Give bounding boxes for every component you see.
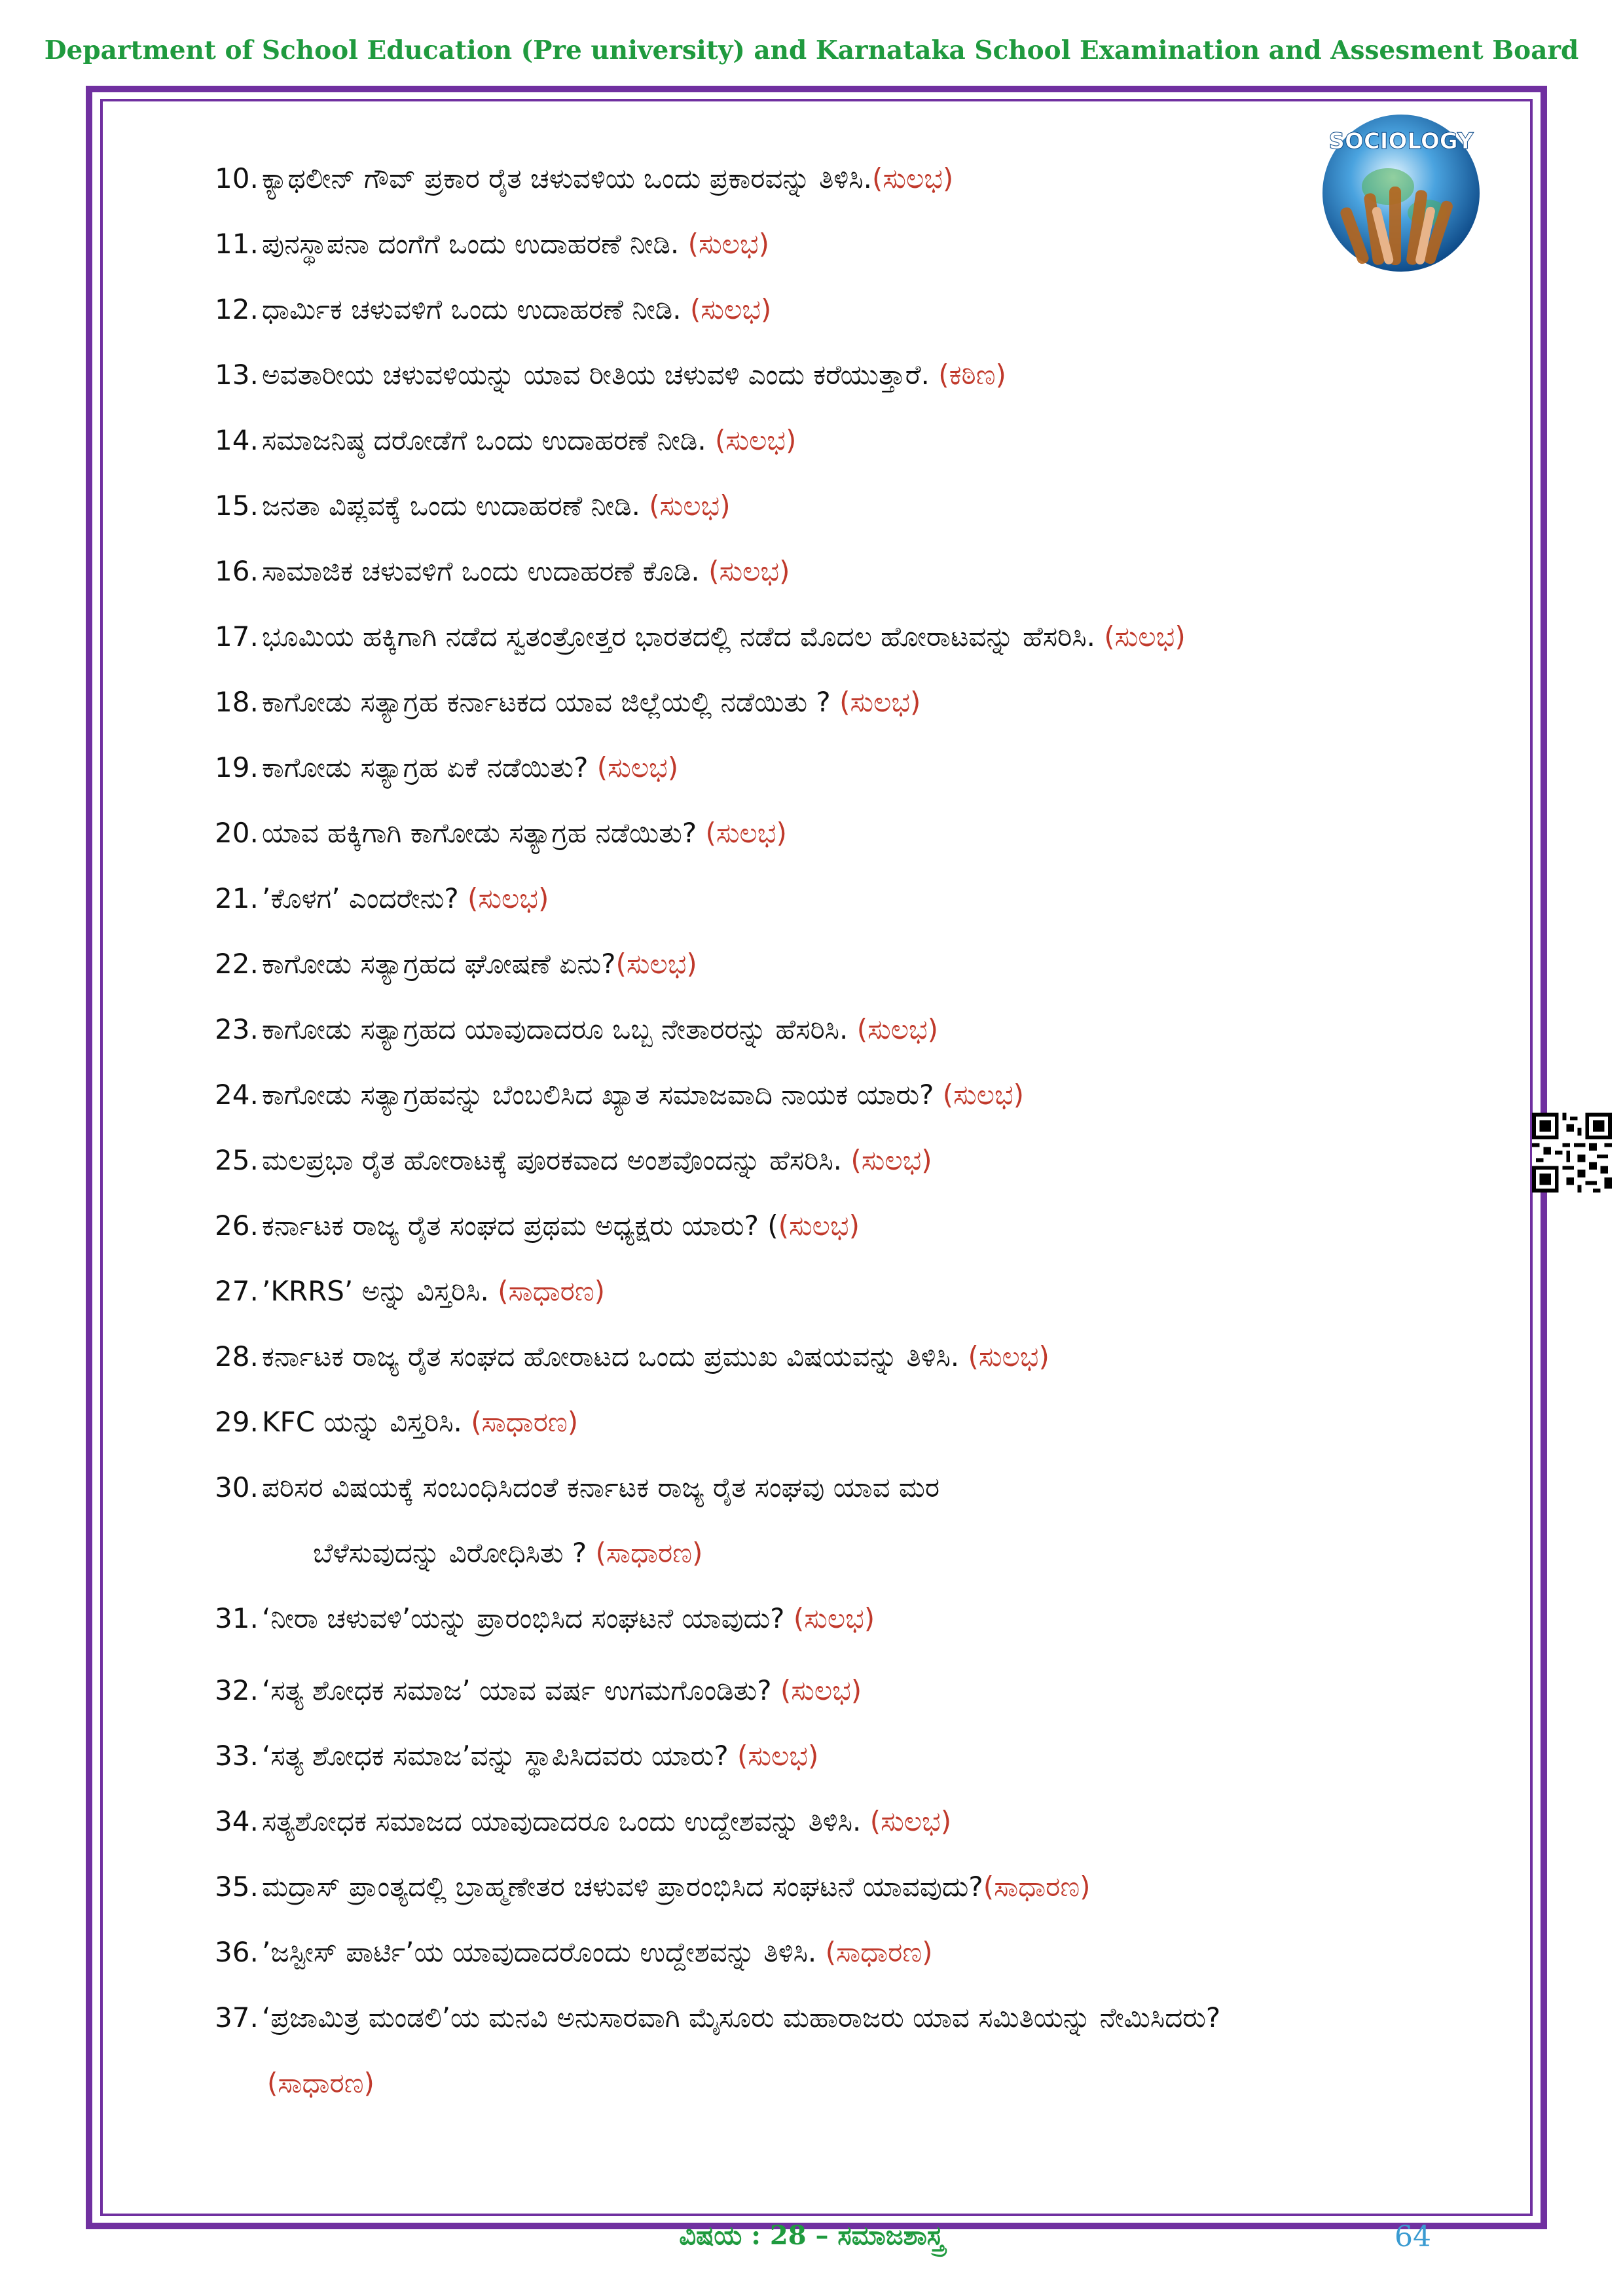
difficulty-tag: (ಸುಲಭ): [689, 293, 772, 325]
question-number: 29.: [215, 1406, 259, 1438]
question-item: [215, 2000, 1511, 2102]
question-item: [215, 1803, 1511, 1840]
question-item: [215, 946, 1511, 982]
page-header: Department of School Education (Pre university) and Karnataka School Examination and Assesment Board: [44, 35, 1579, 65]
question-item: [215, 1672, 1511, 1709]
question-item: [215, 226, 1511, 262]
difficulty-tag: (ಸುಲಭ): [780, 1674, 862, 1706]
question-text: ಕಾಗೋಡು ಸತ್ಯಾಗ್ರಹದ ಘೋಷಣೆ ಏನು?: [262, 948, 616, 980]
question-number: 24.: [215, 1079, 259, 1111]
question-number: 14.: [215, 424, 259, 456]
difficulty-tag: (ಸುಲಭ): [968, 1340, 1049, 1372]
question-text: ’KRRS’ ಅನ್ನು ವಿಸ್ತರಿಸಿ.: [262, 1275, 498, 1307]
question-number: 27.: [215, 1275, 259, 1307]
question-text: ಧಾರ್ಮಿಕ ಚಳುವಳಿಗೆ ಒಂದು ಉದಾಹರಣೆ ನೀಡಿ.: [262, 293, 690, 325]
question-text: ಮಲಪ್ರಭಾ ರೈತ ಹೋರಾಟಕ್ಕೆ ಪೂರಕವಾದ ಅಂಶವೊಂದನ್ನು ಹೆಸರಿಸಿ.: [262, 1144, 851, 1176]
question-number: 10.: [215, 162, 259, 194]
difficulty-tag: (ಸುಲಭ): [942, 1079, 1025, 1111]
question-number: 35.: [215, 1871, 259, 1903]
question-item: [215, 1600, 1511, 1637]
question-text: ಕಾಗೋಡು ಸತ್ಯಾಗ್ರಹವನ್ನು ಬೆಂಬಲಿಸಿದ ಖ್ಯಾತ ಸಮಾಜವಾದಿ ನಾಯಕ ಯಾರು?: [262, 1079, 943, 1111]
question-text: ಸಮಾಜನಿಷ್ಠ ದರೋಡೆಗೆ ಒಂದು ಉದಾಹರಣೆ ನೀಡಿ.: [262, 424, 716, 456]
question-number: 19.: [215, 751, 259, 783]
question-text: ಕರ್ನಾಟಕ ರಾಜ್ಯ ರೈತ ಸಂಘದ ಹೋರಾಟದ ಒಂದು ಪ್ರಮುಖ ವಿಷಯವನ್ನು ತಿಳಿಸಿ.: [262, 1340, 968, 1372]
question-number: 36.: [215, 1936, 259, 1968]
question-number: 34.: [215, 1805, 259, 1837]
question-number: 12.: [215, 293, 259, 325]
question-number: 31.: [215, 1602, 259, 1634]
question-number: 23.: [215, 1013, 259, 1045]
question-item: [215, 1934, 1511, 1971]
question-item: [215, 749, 1511, 786]
difficulty-tag: (ಸುಲಭ): [649, 490, 731, 522]
question-item: [215, 880, 1511, 917]
question-number: 28.: [215, 1340, 259, 1372]
question-text: ಕಾಗೋಡು ಸತ್ಯಾಗ್ರಹದ ಯಾವುದಾದರೂ ಒಬ್ಬ ನೇತಾರರನ್ನು ಹೆಸರಿಸಿ.: [262, 1013, 857, 1045]
question-text: ಪುನಸ್ಥಾಪನಾ ದಂಗೆಗೆ ಒಂದು ಉದಾಹರಣೆ ನೀಡಿ.: [262, 228, 688, 260]
question-number: 37.: [215, 2001, 259, 2034]
question-item: [215, 1011, 1511, 1048]
question-number: 25.: [215, 1144, 259, 1176]
question-number: 22.: [215, 948, 259, 980]
question-text: ಭೂಮಿಯ ಹಕ್ಕಿಗಾಗಿ ನಡೆದ ಸ್ವತಂತ್ರೋತ್ತರ ಭಾರತದಲ್ಲಿ ನಡೆದ ಮೊದಲ ಹೋರಾಟವನ್ನು ಹೆಸರಿಸಿ.: [262, 620, 1104, 653]
question-number: 32.: [215, 1674, 259, 1706]
subject-label: ವಿಷಯ : 28 – ಸಮಾಜಶಾಸ್ತ್ರ: [679, 2220, 944, 2251]
question-text: ಅವತಾರೀಯ ಚಳುವಳಿಯನ್ನು ಯಾವ ರೀತಿಯ ಚಳುವಳಿ ಎಂದು ಕರೆಯುತ್ತಾರೆ.: [262, 359, 939, 391]
question-item: [215, 1208, 1511, 1244]
difficulty-tag: (ಸುಲಭ): [793, 1602, 875, 1634]
question-number: 11.: [215, 228, 259, 260]
question-item: [215, 422, 1511, 459]
question-item: [215, 1077, 1511, 1113]
question-item: [215, 291, 1511, 328]
difficulty-tag: (ಸುಲಭ): [856, 1013, 939, 1045]
question-number: 16.: [215, 555, 259, 587]
question-text: ಜನತಾ ವಿಪ್ಲವಕ್ಕೆ ಒಂದು ಉದಾಹರಣೆ ನೀಡಿ.: [262, 490, 649, 522]
difficulty-tag: (ಸಾಧಾರಣ): [825, 1936, 933, 1968]
difficulty-tag: (ಸುಲಭ): [850, 1144, 932, 1176]
question-text: ಕ್ಯಾಥಲೀನ್ ಗೌವ್ ಪ್ರಕಾರ ರೈತ ಚಳುವಳಿಯ ಒಂದು ಪ್ರಕಾರವನ್ನು ತಿಳಿಸಿ.: [262, 162, 872, 194]
difficulty-tag: (ಸುಲಭ): [737, 1740, 819, 1772]
page-number: 64: [1395, 2220, 1431, 2253]
question-text: ಕಾಗೋಡು ಸತ್ಯಾಗ್ರಹ ಏಕೆ ನಡೆಯಿತು?: [262, 751, 597, 783]
question-item: [215, 619, 1511, 655]
question-item: [215, 160, 1511, 197]
question-text: KFC ಯನ್ನು ವಿಸ್ತರಿಸಿ.: [262, 1406, 471, 1438]
page-footer: [0, 2220, 1623, 2259]
question-text: ‘ಸತ್ಯ ಶೋಧಕ ಸಮಾಜ’ ಯಾವ ವರ್ಷ ಉಗಮಗೊಂಡಿತು?: [262, 1674, 780, 1706]
question-item: [215, 1142, 1511, 1179]
question-text: ‘ಪ್ರಜಾಮಿತ್ರ ಮಂಡಲಿ’ಯ ಮನವಿ ಅನುಸಾರವಾಗಿ ಮೈಸೂರು ಮಹಾರಾಜರು ಯಾವ ಸಮಿತಿಯನ್ನು ನೇಮಿಸಿದರು?: [262, 2001, 1221, 2034]
difficulty-tag: (ಸುಲಭ): [1104, 620, 1186, 653]
difficulty-tag: (ಸುಲಭ): [708, 555, 790, 587]
difficulty-tag: (ಸಾಧಾರಣ): [595, 1537, 703, 1569]
difficulty-tag: (ಸಾಧಾರಣ): [471, 1406, 579, 1438]
qr-code-icon: [1532, 1113, 1612, 1193]
question-item: [215, 357, 1511, 393]
difficulty-tag: (ಸುಲಭ): [596, 751, 679, 783]
logo-text: SOCIOLOGY: [1328, 128, 1474, 154]
question-text: ’ಕೊಳಗ’ ಎಂದರೇನು?: [262, 882, 468, 914]
question-text: ಯಾವ ಹಕ್ಕಿಗಾಗಿ ಕಾಗೋಡು ಸತ್ಯಾಗ್ರಹ ನಡೆಯಿತು?: [262, 817, 706, 849]
question-item: [215, 1404, 1511, 1441]
difficulty-tag: (ಸುಲಭ): [778, 1210, 860, 1242]
difficulty-tag: (ಸುಲಭ): [615, 948, 697, 980]
question-text: ಪರಿಸರ ವಿಷಯಕ್ಕೆ ಸಂಬಂಧಿಸಿದಂತೆ ಕರ್ನಾಟಕ ರಾಜ್ಯ ರೈತ ಸಂಘವು ಯಾವ ಮರ: [262, 1471, 940, 1503]
question-item: [215, 1869, 1511, 1905]
difficulty-tag: (ಸಾಧಾರಣ): [983, 1871, 1091, 1903]
question-item: [215, 684, 1511, 721]
question-number: 26.: [215, 1210, 259, 1242]
difficulty-tag: (ಸುಲಭ): [467, 882, 549, 914]
difficulty-tag: (ಸಾಧಾರಣ): [498, 1275, 606, 1307]
question-item: [215, 488, 1511, 524]
question-item: [215, 815, 1511, 852]
question-number: 21.: [215, 882, 259, 914]
question-text: ಸಾಮಾಜಿಕ ಚಳುವಳಿಗೆ ಒಂದು ಉದಾಹರಣೆ ಕೊಡಿ.: [262, 555, 709, 587]
question-text: ‘ಸತ್ಯ ಶೋಧಕ ಸಮಾಜ’ವನ್ನು ಸ್ಥಾಪಿಸಿದವರು ಯಾರು?: [262, 1740, 738, 1772]
question-item: [215, 1469, 1511, 1571]
difficulty-tag: (ಸುಲಭ): [687, 228, 769, 260]
question-number: 18.: [215, 686, 259, 718]
question-number: 15.: [215, 490, 259, 522]
question-text: ಕರ್ನಾಟಕ ರಾಜ್ಯ ರೈತ ಸಂಘದ ಪ್ರಥಮ ಅಧ್ಯಕ್ಷರು ಯಾರು? (: [262, 1210, 778, 1242]
question-item: [215, 1273, 1511, 1310]
difficulty-tag: (ಸುಲಭ): [705, 817, 787, 849]
question-text: ‘ನೀರಾ ಚಳುವಳಿ’ಯನ್ನು ಪ್ರಾರಂಭಿಸಿದ ಸಂಘಟನೆ ಯಾವುದು?: [262, 1602, 793, 1634]
difficulty-tag: (ಸಾಧಾರಣ): [267, 2067, 374, 2099]
question-item: [215, 553, 1511, 590]
question-number: 30.: [215, 1471, 259, 1503]
difficulty-tag: (ಸುಲಭ): [715, 424, 797, 456]
question-number: 33.: [215, 1740, 259, 1772]
question-text-continued: ಬೆಳೆಸುವುದನ್ನು ವಿರೋಧಿಸಿತು ?: [313, 1537, 596, 1569]
question-number: 13.: [215, 359, 259, 391]
question-number: 20.: [215, 817, 259, 849]
question-item: [215, 1338, 1511, 1375]
question-number: 17.: [215, 620, 259, 653]
question-text: ಸತ್ಯಶೋಧಕ ಸಮಾಜದ ಯಾವುದಾದರೂ ಒಂದು ಉದ್ದೇಶವನ್ನು ತಿಳಿಸಿ.: [262, 1805, 870, 1837]
difficulty-tag: (ಸುಲಭ): [871, 162, 954, 194]
difficulty-tag: (ಕಠಿಣ): [938, 359, 1006, 391]
question-text: ಮದ್ರಾಸ್ ಪ್ರಾಂತ್ಯದಲ್ಲಿ ಬ್ರಾಹ್ಮಣೇತರ ಚಳುವಳಿ ಪ್ರಾರಂಭಿಸಿದ ಸಂಘಟನೆ ಯಾವವುದು?: [262, 1871, 983, 1903]
difficulty-tag: (ಸುಲಭ): [869, 1805, 952, 1837]
question-item: [215, 1738, 1511, 1774]
difficulty-tag: (ಸುಲಭ): [839, 686, 921, 718]
question-text: ಕಾಗೋಡು ಸತ್ಯಾಗ್ರಹ ಕರ್ನಾಟಕದ ಯಾವ ಜಿಲ್ಲೆಯಲ್ಲಿ ನಡೆಯಿತು ?: [262, 686, 840, 718]
question-text: ’ಜಸ್ಟೀಸ್ ಪಾರ್ಟಿ’ಯ ಯಾವುದಾದರೊಂದು ಉದ್ದೇಶವನ್ನು ತಿಳಿಸಿ.: [262, 1936, 826, 1968]
